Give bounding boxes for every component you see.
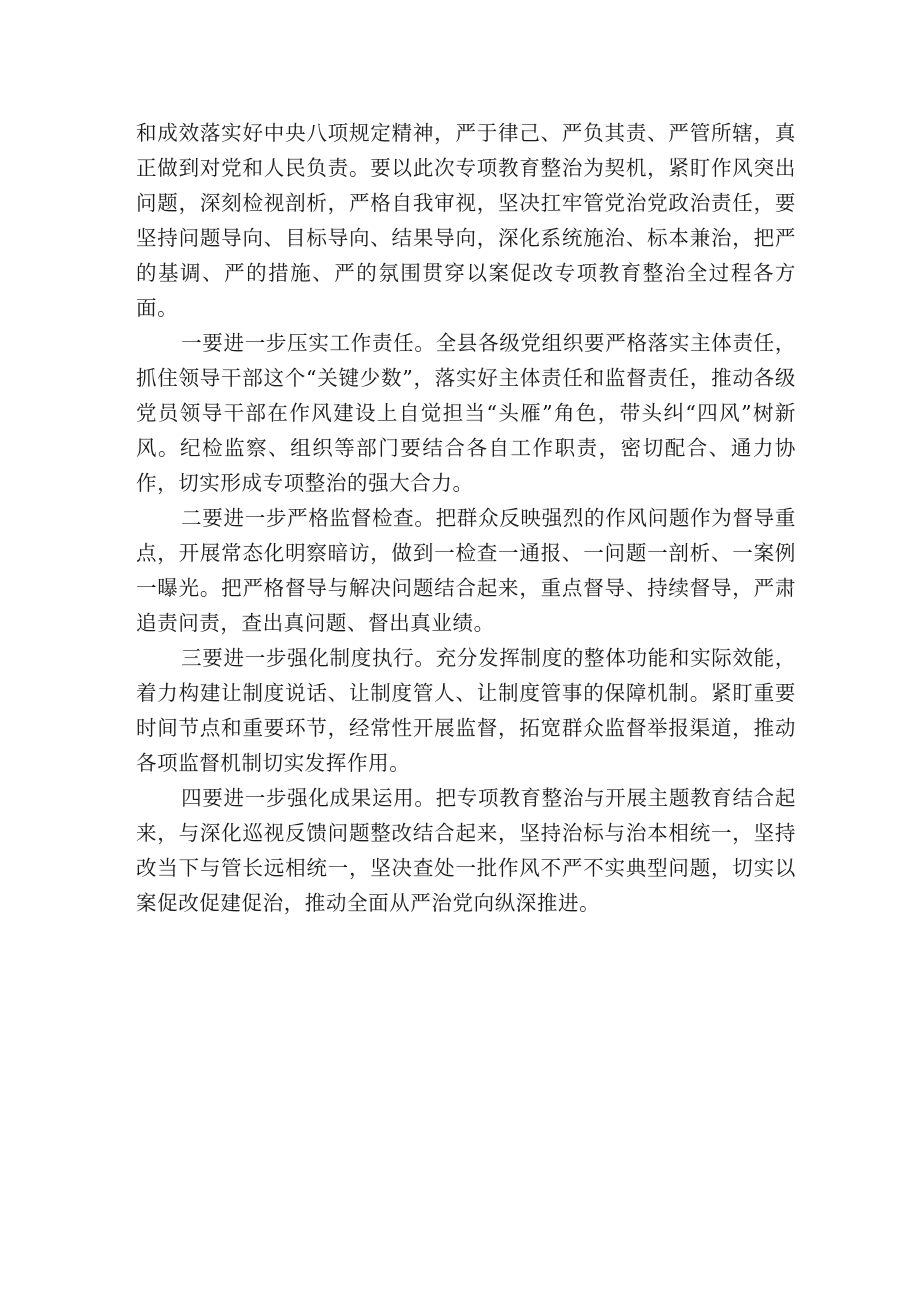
paragraph-item-3: 三要进一步强化制度执行。充分发挥制度的整体功能和实际效能，着力构建让制度说话、让制度管人、让制度管事的保障机制。紧盯重要时间节点和重要环节，经常性开展监督，拓宽群众监督举报渠道，推动各项监督机制切实发挥作用。 [136, 646, 796, 775]
document-body [136, 116, 796, 921]
paragraph-item-2: 二要进一步严格监督检查。把群众反映强烈的作风问题作为督导重点，开展常态化明察暗访，做到一检查一通报、一问题一剖析、一案例一曝光。把严格督导与解决问题结合起来，重点督导、持续督导，严肃追责问责，查出真问题、督出真业绩。 [136, 506, 796, 635]
paragraph-item-1: 一要进一步压实工作责任。全县各级党组织要严格落实主体责任，抓住领导干部这个“关键少数”，落实好主体责任和监督责任，推动各级党员领导干部在作风建设上自觉担当“头雁”角色，带头纠“四风”树新风。纪检监察、组织等部门要结合各自工作职责，密切配合、通力协作，切实形成专项整治的强大合力。 [136, 331, 796, 495]
paragraph-item-4: 四要进一步强化成果运用。把专项教育整治与开展主题教育结合起来，与深化巡视反馈问题整改结合起来，坚持治标与治本相统一，坚持改当下与管长远相统一，坚决查处一批作风不严不实典型问题，切实以案促改促建促治，推动全面从严治党向纵深推进。 [136, 786, 796, 915]
paragraph-continuation: 和成效落实好中央八项规定精神，严于律己、严负其责、严管所辖，真正做到对党和人民负责。要以此次专项教育整治为契机，紧盯作风突出问题，深刻检视剖析，严格自我审视，坚决扛牢管党治党政治责任，要坚持问题导向、目标导向、结果导向，深化系统施治、标本兼治，把严的基调、严的措施、严的氛围贯穿以案促改专项教育整治全过程各方面。 [136, 121, 796, 320]
